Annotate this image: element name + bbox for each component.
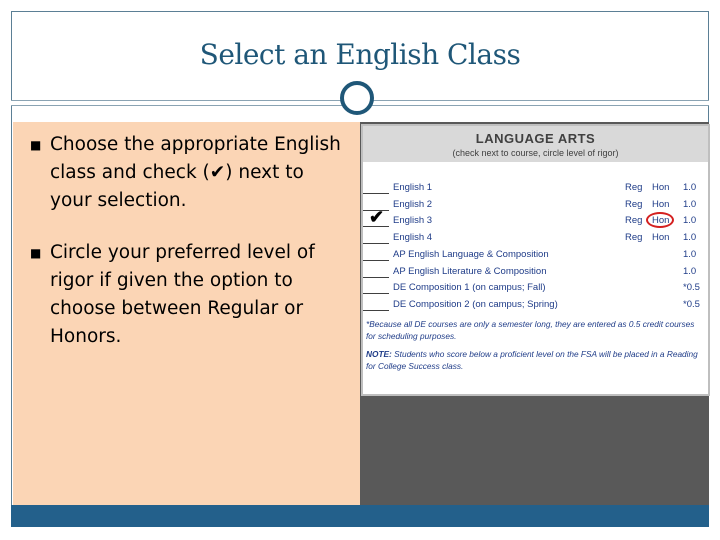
course-name: AP English Language & Composition xyxy=(393,248,549,260)
selection-blank xyxy=(363,310,389,311)
instruction-item xyxy=(30,131,350,215)
table-row xyxy=(363,280,708,296)
credit-value: 1.0 xyxy=(683,215,697,227)
course-name: DE Composition 2 (on campus; Spring) xyxy=(393,298,558,310)
instruction-list xyxy=(30,131,350,375)
fsa-note xyxy=(366,348,706,372)
credit-value: 1.0 xyxy=(683,198,697,210)
square-bullet-icon: ■ xyxy=(30,246,42,260)
course-name: English 2 xyxy=(393,198,433,210)
selection-blank xyxy=(363,193,389,194)
credit-value: 1.0 xyxy=(683,248,697,260)
table-row xyxy=(363,197,708,213)
instruction-text: Choose the appropriate English class and check (✔) next to your selection. xyxy=(50,134,341,211)
table-row xyxy=(363,207,708,229)
course-name: DE Composition 1 (on campus; Fall) xyxy=(393,282,546,294)
honors-level: Hon xyxy=(652,232,670,244)
note-label: NOTE: xyxy=(366,349,392,359)
credit-value: 1.0 xyxy=(683,232,697,244)
instruction-item xyxy=(30,239,350,351)
course-name: AP English Literature & Composition xyxy=(393,265,547,277)
honors-level: Hon xyxy=(652,198,670,210)
square-bullet-icon: ■ xyxy=(30,138,42,152)
credit-value: 1.0 xyxy=(683,182,697,193)
table-row xyxy=(363,180,708,196)
regular-level: Reg xyxy=(625,232,643,244)
honors-level: Hon xyxy=(652,182,670,193)
de-credit-note: *Because all DE courses are only a semester long, they are entered as 0.5 credit courses for scheduling purposes. xyxy=(366,319,695,341)
selection-blank xyxy=(363,243,389,244)
footer-bar xyxy=(11,505,709,527)
divider-ring-ornament xyxy=(340,81,374,115)
credit-value: *0.5 xyxy=(683,298,700,310)
regular-level: Reg xyxy=(625,215,643,227)
table-subtitle: (check next to course, circle level of rigor) xyxy=(452,148,619,158)
selection-blank xyxy=(363,293,389,294)
instruction-text: Circle your preferred level of rigor if given the option to choose between Regular or Honors. xyxy=(50,242,315,347)
table-row xyxy=(363,297,708,313)
honors-level: Hon xyxy=(652,215,670,227)
credit-value: *0.5 xyxy=(683,282,700,294)
slide-title: Select an English Class xyxy=(199,38,521,71)
table-title: LANGUAGE ARTS xyxy=(475,131,596,146)
table-row xyxy=(363,247,708,263)
note-text: Students who score below a proficient level on the FSA will be placed in a Reading for College Success class. xyxy=(366,349,698,371)
checkmark-icon: ✔ xyxy=(369,207,385,228)
table-row xyxy=(363,230,708,246)
rigor-circle-mark xyxy=(646,212,674,228)
course-name: English 1 xyxy=(393,182,433,193)
table-header xyxy=(363,126,708,162)
credit-value: 1.0 xyxy=(683,265,697,277)
selection-blank xyxy=(363,260,389,261)
regular-level: Reg xyxy=(625,198,643,210)
regular-level: Reg xyxy=(625,182,643,193)
selection-blank xyxy=(363,277,389,278)
table-row xyxy=(363,264,708,280)
course-name: English 4 xyxy=(393,232,433,244)
course-name: English 3 xyxy=(393,215,433,227)
language-arts-table xyxy=(361,124,710,396)
